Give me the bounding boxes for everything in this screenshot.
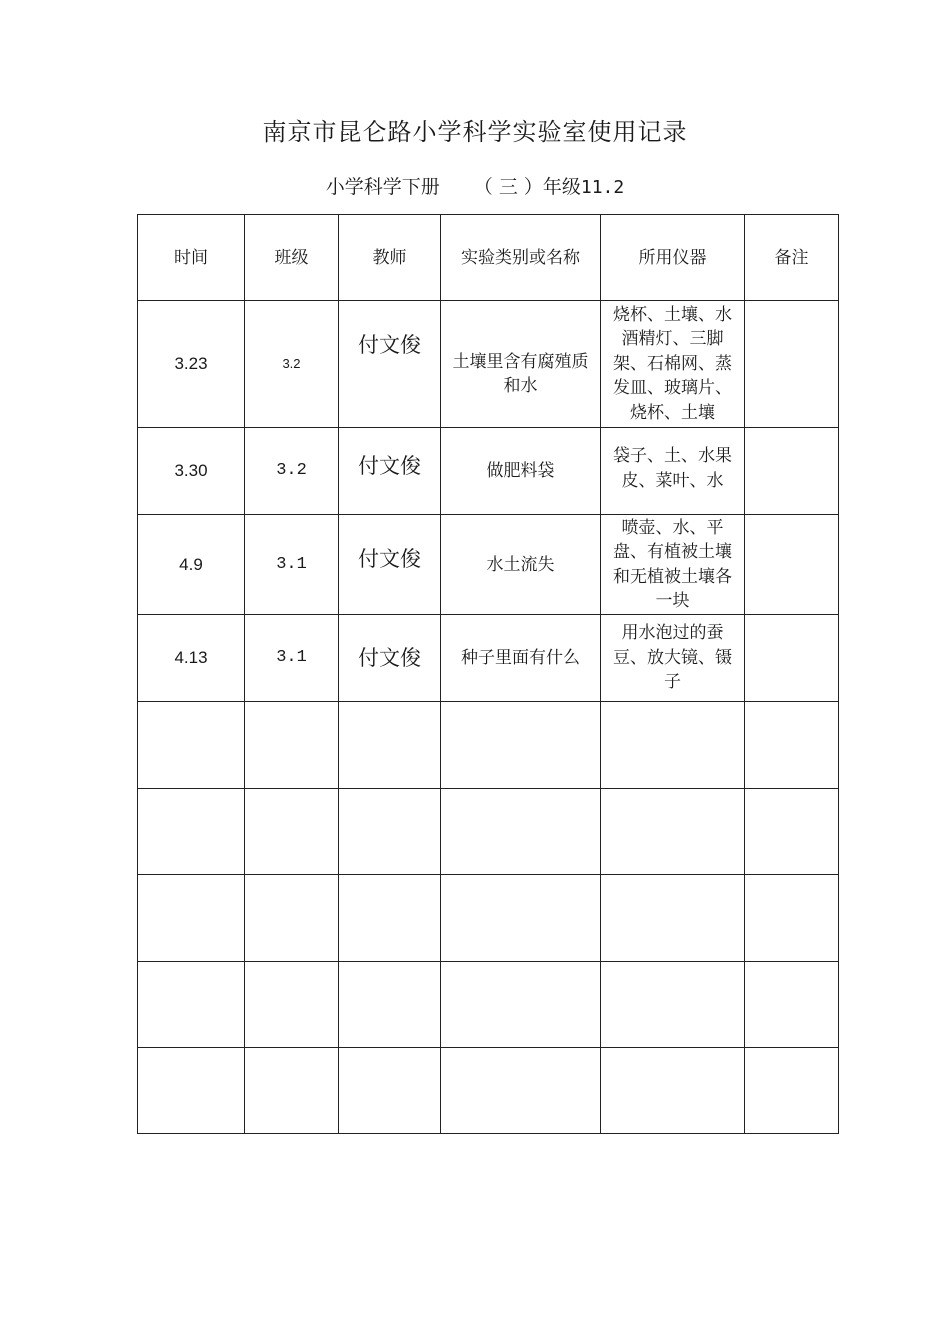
cell-empty [245,702,339,789]
table-row-empty [138,962,839,1048]
cell-experiment: 种子里面有什么 [441,615,601,702]
cell-empty [745,789,839,875]
cell-experiment: 做肥料袋 [441,428,601,515]
cell-note [745,615,839,702]
cell-class: 3.1 [245,515,339,615]
header-note: 备注 [745,215,839,301]
instruments-text: 用水泡过的蚕豆、放大镜、镊子 [613,623,732,693]
table-row [138,428,839,515]
cell-empty [138,875,245,962]
cell-empty [245,875,339,962]
header-experiment: 实验类别或名称 [441,215,601,301]
cell-instruments [601,301,745,428]
cell-time: 3.23 [138,301,245,428]
cell-empty [441,875,601,962]
table-row-empty [138,702,839,789]
table-row-empty [138,875,839,962]
header-instruments: 所用仪器 [601,215,745,301]
cell-empty [441,789,601,875]
cell-empty [601,875,745,962]
experiment-text: 土壤里含有腐殖质和水 [452,352,589,396]
table-row [138,301,839,428]
cell-experiment [441,301,601,428]
cell-empty [441,702,601,789]
cell-instruments [601,515,745,615]
header-time: 时间 [138,215,245,301]
cell-empty [745,702,839,789]
table-row-empty [138,789,839,875]
header-teacher: 教师 [339,215,441,301]
cell-empty [138,962,245,1048]
subtitle-book: 小学科学下册 [325,176,440,198]
cell-empty [339,962,441,1048]
page-title: 南京市昆仑路小学科学实验室使用记录 [262,118,688,146]
cell-empty [138,1048,245,1134]
cell-empty [601,702,745,789]
cell-note [745,515,839,615]
cell-empty [441,962,601,1048]
instruments-text: 烧杯、土壤、水酒精灯、三脚架、石棉网、蒸发皿、玻璃片、烧杯、土壤 [613,304,732,423]
cell-empty [339,875,441,962]
table-header-row [138,215,839,301]
cell-empty [601,962,745,1048]
header-class: 班级 [245,215,339,301]
page-subtitle [0,172,950,199]
cell-class: 3.1 [245,615,339,702]
cell-empty [339,1048,441,1134]
cell-empty [339,789,441,875]
cell-note [745,428,839,515]
cell-time: 4.13 [138,615,245,702]
cell-empty [138,789,245,875]
cell-time: 4.9 [138,515,245,615]
cell-teacher: 付文俊 [339,428,441,515]
cell-empty [441,1048,601,1134]
cell-empty [245,789,339,875]
cell-empty [339,702,441,789]
cell-empty [745,962,839,1048]
cell-empty [601,1048,745,1134]
cell-instruments [601,615,745,702]
cell-class: 3.2 [245,428,339,515]
cell-note [745,301,839,428]
instruments-text: 喷壶、水、平盘、有植被土壤和无植被土壤各一块 [613,517,732,611]
cell-instruments [601,428,745,515]
table-row [138,515,839,615]
cell-teacher: 付文俊 [339,615,441,702]
cell-class: 3.2 [245,301,339,428]
cell-teacher: 付文俊 [339,301,441,428]
subtitle-grade: （ 三 ）年级 [473,176,581,198]
cell-empty [138,702,245,789]
cell-empty [245,962,339,1048]
cell-empty [601,789,745,875]
table-row-empty [138,1048,839,1134]
usage-record-table [137,214,839,1134]
instruments-text: 袋子、土、水果皮、菜叶、水 [613,446,732,491]
cell-time: 3.30 [138,428,245,515]
cell-teacher: 付文俊 [339,515,441,615]
subtitle-date: 11.2 [580,177,625,198]
cell-experiment: 水土流失 [441,515,601,615]
cell-empty [745,875,839,962]
table-row [138,615,839,702]
cell-empty [745,1048,839,1134]
cell-empty [245,1048,339,1134]
